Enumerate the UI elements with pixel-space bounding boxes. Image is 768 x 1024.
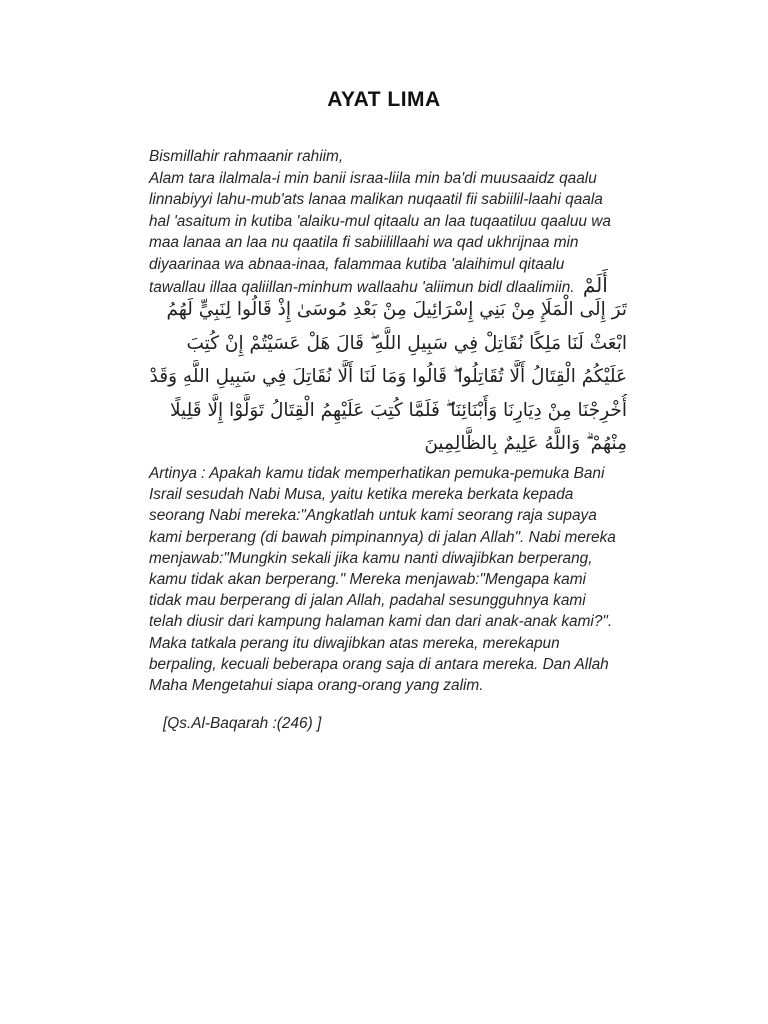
page-title: AYAT LIMA — [327, 88, 441, 111]
translation-line: Artinya : Apakah kamu tidak memperhatikan pemuka-pemuka Bani — [149, 465, 605, 482]
translation-line: kami berperang (di bawah pimpinannya) di jalan Allah". Nabi mereka — [149, 528, 616, 546]
arabic-line: عَلَيْكُمُ الْقِتَالُ أَلَّا تُقَاتِلُوا ۖ قَالُوا وَمَا لَنَا أَلَّا نُقَاتِلَ فِي سَبِيلِ اللَّهِ وَقَدْ — [149, 366, 627, 387]
translation-line: menjawab:"Mungkin sekali jika kamu nanti diwajibkan berperang, — [149, 549, 593, 567]
latin-line: maa lanaa an laa nu qaatila fi sabiilillaahi wa qad ukhrijnaa min — [149, 234, 579, 251]
translation-line: berpaling, kecuali beberapa orang saja di antara mereka. Dan Allah — [149, 655, 609, 673]
translation-line: Maha Mengetahui siapa orang-orang yang zalim. — [149, 677, 484, 695]
latin-line: Alam tara ilalmala-i min banii israa-liila min ba'di muusaaidz qaalu — [149, 169, 597, 187]
arabic-line: مِنْهُمْ ۗ وَاللَّهُ عَلِيمٌ بِالظَّالِمِينَ — [424, 433, 627, 454]
verse-reference: [Qs.Al-Baqarah :(246) ] — [163, 715, 322, 732]
translation-line: tidak mau berperang di jalan Allah, padahal sesungguhnya kami — [149, 592, 586, 610]
translation-line: telah diusir dari kampung halaman kami dan dari anak-anak kami?". — [149, 613, 613, 631]
latin-line: Bismillahir rahmaanir rahiim, — [149, 148, 344, 165]
translation-line: kamu tidak akan berperang." Mereka menjawab:"Mengapa kami — [149, 571, 586, 589]
latin-line: tawallau illaa qaliillan-minhum wallaahu 'aliimun bidl dlaalimiin. — [149, 279, 575, 296]
arabic-line: أُخْرِجْنَا مِنْ دِيَارِنَا وَأَبْنَائِنَا ۖ فَلَمَّا كُتِبَ عَلَيْهِمُ الْقِتَالُ تَوَلَّوْا إِلَّا قَلِيلًا — [170, 399, 627, 421]
translation-line: Maka tatkala perang itu diwajibkan atas mereka, merekapun — [149, 634, 560, 652]
latin-transliteration — [149, 146, 639, 299]
arabic-verse — [149, 293, 627, 461]
arabic-inline-start: أَلَمْ — [582, 273, 608, 297]
latin-line: diyaarinaa wa abnaa-inaa, falammaa kutiba 'alaihimul qitaalu — [149, 255, 565, 273]
arabic-line: ابْعَثْ لَنَا مَلِكًا نُقَاتِلْ فِي سَبِيلِ اللَّهِ ۖ قَالَ هَلْ عَسَيْتُمْ إِنْ كُتِبَ — [186, 332, 627, 354]
latin-line: hal 'asaitum in kutiba 'alaiku-mul qitaalu an laa tuqaatiluu qaaluu wa — [149, 212, 611, 230]
translation-line: Israil sesudah Nabi Musa, yaitu ketika mereka berkata kepada — [149, 486, 574, 504]
arabic-line: تَرَ إِلَى الْمَلَإِ مِنْ بَنِي إِسْرَائِيلَ مِنْ بَعْدِ مُوسَىٰ إِذْ قَالُوا لِنَبِيٍّ لَهُمُ — [166, 299, 627, 320]
translation-line: seorang Nabi mereka:"Angkatlah untuk kami seorang raja supaya — [149, 507, 597, 525]
translation-paragraph — [149, 463, 629, 696]
latin-line: linnabiyyi lahu-mub'ats lanaa malikan nuqaatil fii sabiilil-laahi qaala — [149, 191, 603, 208]
